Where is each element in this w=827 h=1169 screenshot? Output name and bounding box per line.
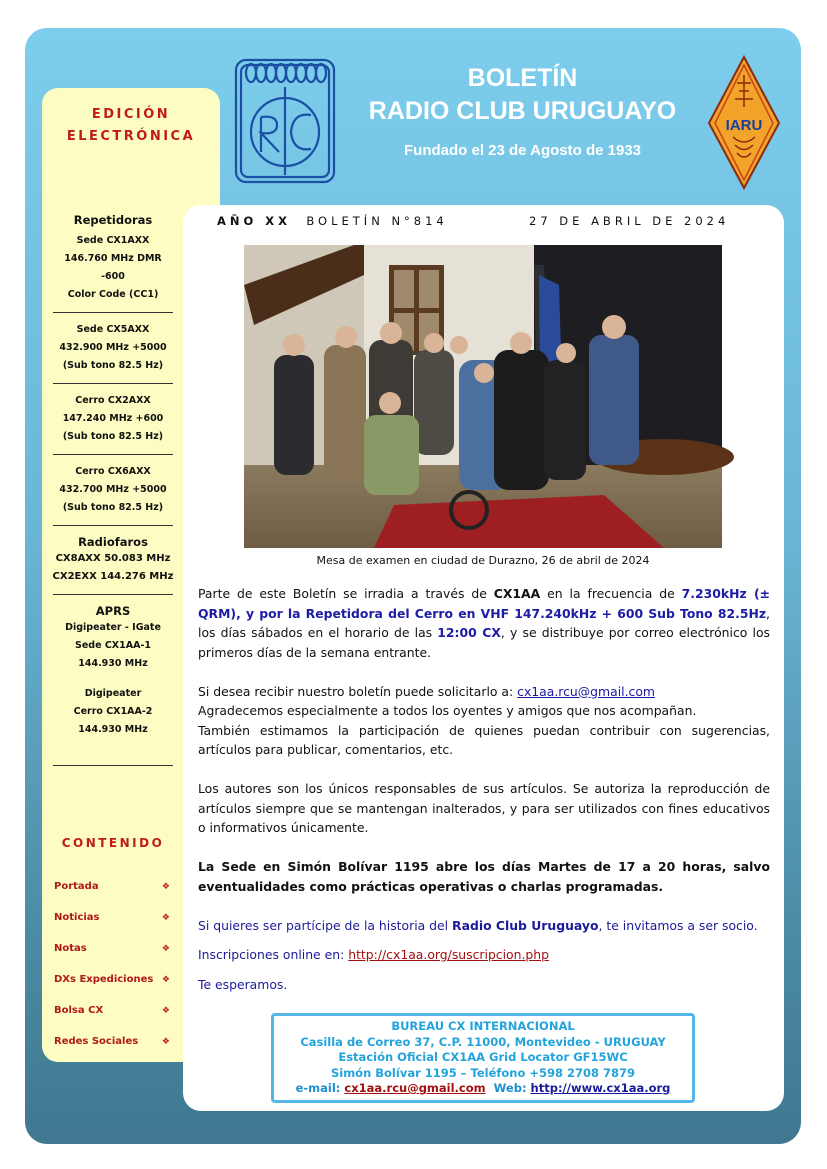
- text: Agradecemos especialmente a todos los oyentes y amigos que nos acompañan.: [198, 703, 697, 718]
- menu-item-label: Notas: [54, 943, 87, 954]
- bureau-station: Estación Oficial CX1AA Grid Locator GF15WC: [338, 1050, 628, 1064]
- issue-date: 27 DE ABRIL DE 2024: [529, 214, 730, 228]
- paragraph-subscribe: [198, 682, 770, 760]
- main-body: [198, 584, 770, 1014]
- menu-item-noticias[interactable]: [54, 902, 170, 933]
- callsign: CX1AA: [493, 586, 541, 601]
- text: Si desea recibir nuestro boletín puede solicitarlo a:: [198, 683, 518, 699]
- rep4-line: 432.700 MHz +5000: [59, 484, 167, 495]
- web-label: Web:: [485, 1081, 531, 1095]
- aprs2-line: 144.930 MHz: [78, 724, 148, 735]
- aprs2-line: Cerro CX1AA-2: [73, 706, 153, 717]
- menu-item-label: DXs Expediciones: [54, 974, 154, 985]
- email-label: e-mail:: [295, 1081, 345, 1095]
- rep4-line: (Sub tono 82.5 Hz): [62, 502, 164, 513]
- bureau-address: Casilla de Correo 37, C.P. 11000, Montevideo - URUGUAY: [300, 1034, 666, 1049]
- menu-item-label: Noticias: [54, 912, 100, 923]
- header-title-block: [345, 62, 700, 159]
- menu-item-bolsa-cx[interactable]: [54, 995, 170, 1026]
- rep1-line: 146.760 MHz DMR: [64, 253, 162, 264]
- diamond-icon: ❖: [161, 1005, 170, 1016]
- aprs2-line: Digipeater: [84, 688, 142, 699]
- contents-menu: [54, 871, 170, 1057]
- iaru-logo: [707, 55, 781, 190]
- diamond-icon: ❖: [161, 881, 170, 892]
- divider: [53, 525, 173, 526]
- text: Parte de este Boletín se irradia a través de: [198, 586, 494, 601]
- rep4-line: Cerro CX6AXX: [75, 466, 151, 477]
- rep3-line: (Sub tono 82.5 Hz): [62, 431, 164, 442]
- rep2-line: Sede CX5AXX: [76, 324, 150, 335]
- paragraph-esperamos: Te esperamos.: [198, 976, 288, 992]
- aprs-heading: APRS: [95, 604, 131, 618]
- bureau-email-link[interactable]: cx1aa.rcu@gmail.com: [344, 1081, 486, 1095]
- time: 12:00 CX: [437, 625, 501, 640]
- menu-item-label: Bolsa CX: [54, 1005, 104, 1016]
- repeaters-section: [42, 212, 184, 774]
- paragraph-join: [198, 916, 770, 936]
- bureau-contact: [274, 1081, 692, 1097]
- divider: [53, 594, 173, 595]
- frequency: 7.230kHz (± QRM), y por la Repetidora del Cerro en VHF 147.240kHz + 600 Sub Tono 82.5Hz: [198, 586, 770, 621]
- issue-year: AÑO XX: [217, 214, 292, 228]
- menu-item-label: Redes Sociales: [54, 1036, 139, 1047]
- paragraph-authors: Los autores son los únicos responsables de sus artículos. Se autoriza la reproducción de artículos siempre que se mantengan inalterados, y para ser utilizados con fines educativos o informativos únicamente.: [198, 781, 770, 835]
- text: Inscripciones online en:: [198, 947, 349, 962]
- rep2-line: (Sub tono 82.5 Hz): [62, 360, 164, 371]
- rep1-line: Color Code (CC1): [67, 289, 159, 300]
- rep1-line: -600: [101, 271, 125, 282]
- edicion-line1: EDICIÓN: [91, 107, 171, 122]
- rep3-line: 147.240 MHz +600: [62, 413, 164, 424]
- text: , te invitamos a ser socio.: [598, 917, 758, 933]
- group-photo: [244, 245, 722, 548]
- diamond-icon: ❖: [161, 974, 170, 985]
- iaru-logo-text: IARU: [725, 117, 763, 134]
- founded-date: Fundado el 23 de Agosto de 1933: [404, 142, 641, 159]
- menu-item-portada[interactable]: [54, 871, 170, 902]
- menu-item-label: Portada: [54, 881, 99, 892]
- bureau-box: [271, 1013, 695, 1103]
- divider: [53, 454, 173, 455]
- title-boletin: BOLETÍN: [467, 64, 578, 92]
- title-club: RADIO CLUB URUGUAYO: [368, 97, 677, 125]
- radiofaros-heading: Radiofaros: [78, 535, 148, 549]
- radiofaro-line: CX8AXX 50.083 MHz: [55, 553, 171, 564]
- diamond-icon: ❖: [161, 912, 170, 923]
- paragraph-sede: La Sede en Simón Bolívar 1195 abre los días Martes de 17 a 20 horas, salvo eventualidades como prácticas operativas o charlas programadas.: [198, 859, 770, 894]
- rep3-line: Cerro CX2AXX: [75, 395, 151, 406]
- bureau-title: BUREAU CX INTERNACIONAL: [391, 1019, 575, 1033]
- bureau-phone: Simón Bolívar 1195 – Teléfono +598 2708 7879: [330, 1065, 636, 1080]
- paragraph-broadcast: [198, 584, 770, 662]
- bureau-web-link[interactable]: http://www.cx1aa.org: [530, 1081, 671, 1095]
- contenido-heading: CONTENIDO: [61, 836, 165, 850]
- text: Si quieres ser partícipe de la historia del: [198, 917, 453, 933]
- diamond-icon: ❖: [161, 1036, 170, 1047]
- divider: [53, 765, 173, 766]
- aprs1-line: Digipeater - IGate: [65, 622, 161, 633]
- text: También estimamos la participación de quienes puedan contribuir con sugerencias, artículos para publicar, comentarios, etc.: [198, 722, 770, 757]
- radiofaro-line: CX2EXX 144.276 MHz: [52, 571, 174, 582]
- repetidoras-heading: Repetidoras: [73, 213, 153, 227]
- text: en la frecuencia de: [540, 586, 682, 601]
- diamond-icon: ❖: [161, 943, 170, 954]
- text: , y se distribuye por correo electrónico los primeros días de la semana entrante.: [198, 625, 770, 660]
- rcu-logo: [233, 57, 337, 185]
- menu-item-notas[interactable]: [54, 933, 170, 964]
- rep2-line: 432.900 MHz +5000: [59, 342, 167, 353]
- divider: [53, 312, 173, 313]
- issue-line: [217, 214, 757, 228]
- edicion-electronica: [42, 104, 220, 148]
- email-link[interactable]: cx1aa.rcu@gmail.com: [517, 683, 655, 699]
- edicion-line2: ELECTRÓNICA: [66, 129, 196, 144]
- divider: [53, 383, 173, 384]
- text: , los días sábados en el horario de las: [198, 605, 770, 640]
- paragraph-inscripciones: [198, 945, 770, 965]
- menu-item-dx-expediciones[interactable]: [54, 964, 170, 995]
- rep1-line: Sede CX1AXX: [76, 235, 150, 246]
- aprs1-line: 144.930 MHz: [78, 658, 148, 669]
- menu-item-redes-sociales[interactable]: [54, 1026, 170, 1057]
- issue-number: BOLETÍN N°814: [306, 214, 448, 228]
- suscripcion-link[interactable]: http://cx1aa.org/suscripcion.php: [348, 947, 550, 962]
- aprs1-line: Sede CX1AA-1: [75, 640, 151, 651]
- photo-caption: Mesa de examen en ciudad de Durazno, 26 de abril de 2024: [316, 554, 650, 567]
- club-name: Radio Club Uruguayo: [452, 917, 599, 933]
